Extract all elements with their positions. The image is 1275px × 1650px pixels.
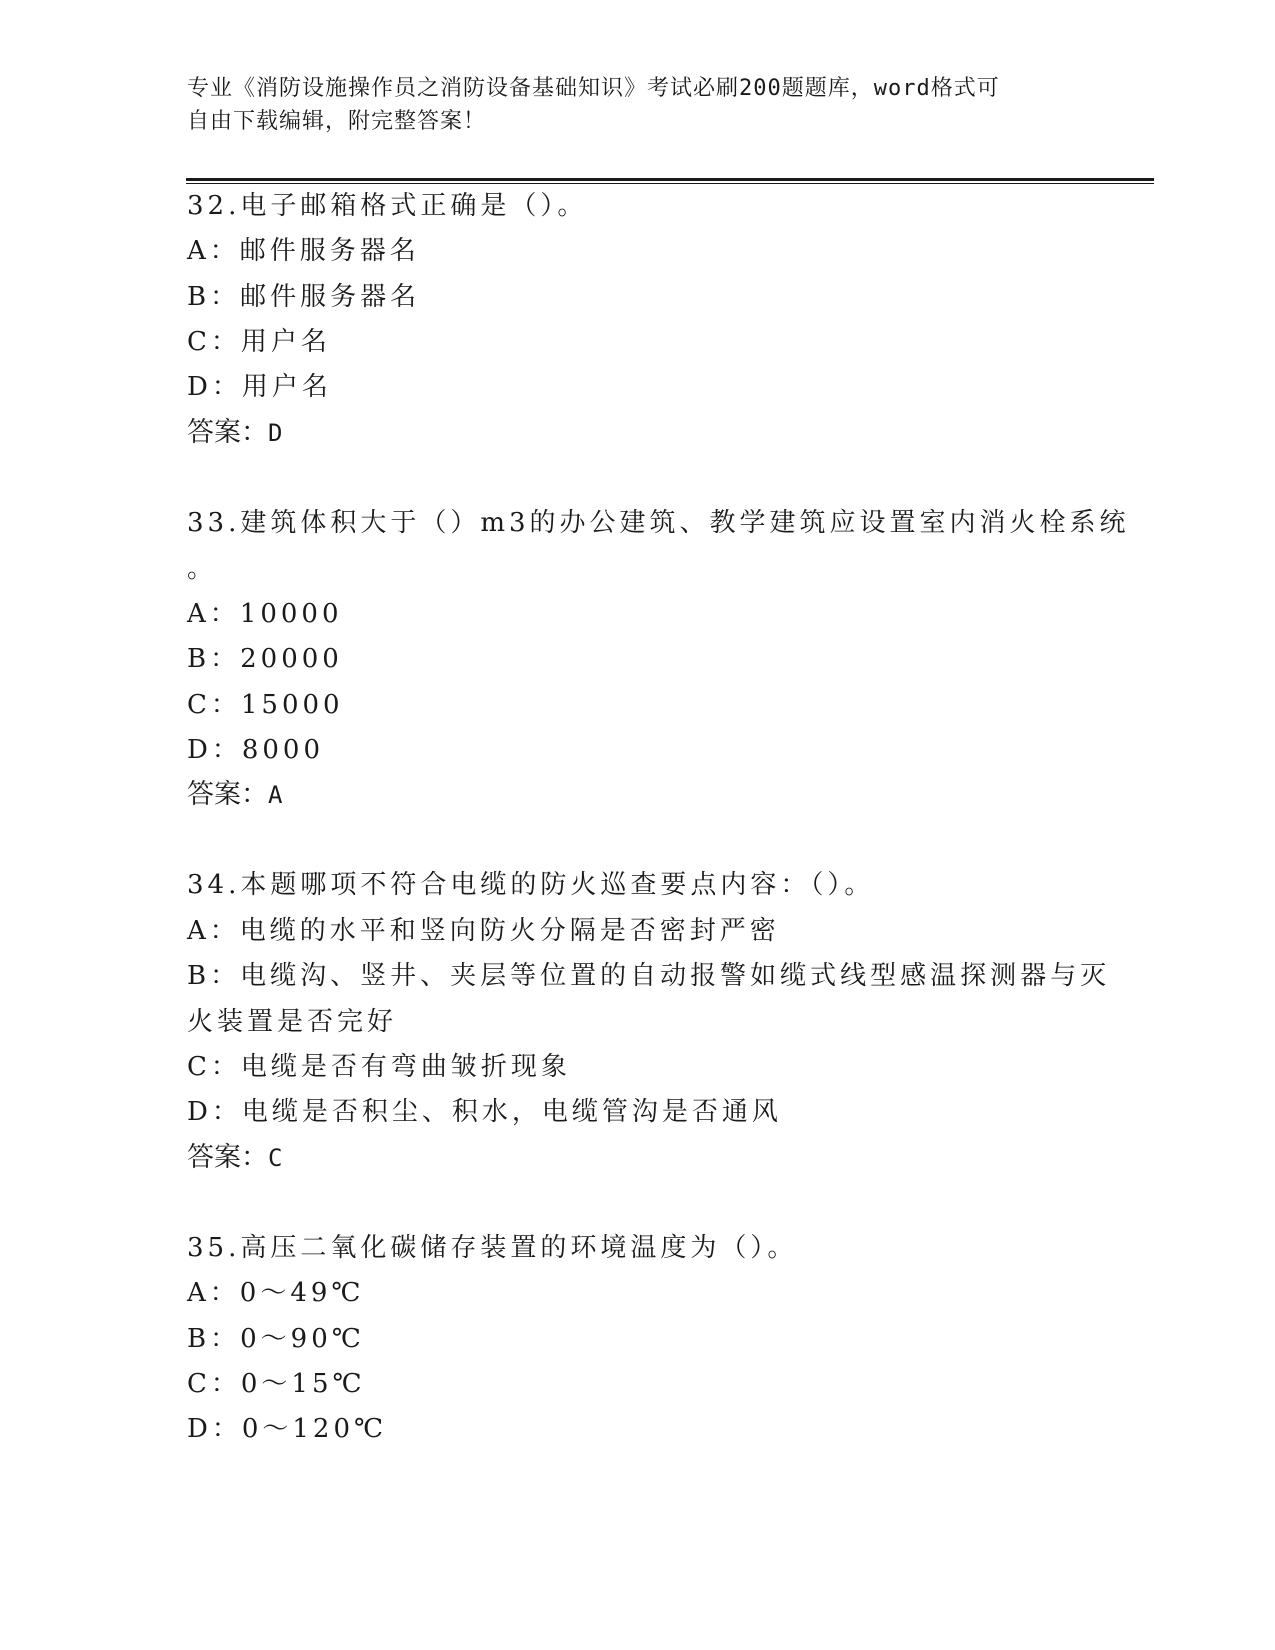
question-34-option-b-line-2: 火装置是否完好 [187,1007,398,1037]
question-35-option-c: C：0～15℃ [187,1369,366,1399]
question-33-stem-line-2: 。 [187,554,218,584]
question-32-option-d: D：用户名 [187,372,332,402]
question-33-option-a: A：10000 [187,599,343,629]
question-34-option-b-line-1: B：电缆沟、竖井、夹层等位置的自动报警如缆式线型感温探测器与灭 [187,961,1111,991]
question-32-answer [187,417,282,449]
answer-value: C [268,1144,283,1172]
question-35-option-d: D：0～120℃ [187,1414,388,1444]
answer-label: 答案： [187,779,268,810]
question-33-answer [187,779,282,811]
answer-value: A [268,781,283,809]
answer-value: D [268,419,283,447]
header-divider-thin [186,183,1154,184]
header-divider-thick [186,178,1154,181]
question-32-option-a: A：邮件服务器名 [187,236,420,266]
header-line-2: 自由下载编辑，附完整答案！ [187,109,487,134]
answer-label: 答案： [187,417,268,448]
question-33-stem-line-1: 33.建筑体积大于（）m3的办公建筑、教学建筑应设置室内消火栓系统 [187,508,1130,538]
answer-label: 答案： [187,1142,268,1173]
question-34-answer [187,1142,282,1174]
question-34-stem: 34.本题哪项不符合电缆的防火巡查要点内容：（）。 [187,870,875,900]
question-32-option-b: B：邮件服务器名 [187,282,421,312]
question-32-stem: 32.电子邮箱格式正确是（）。 [187,191,588,221]
document-header [187,72,1077,138]
question-32-option-c: C：用户名 [187,327,331,357]
question-35-option-b: B：0～90℃ [187,1324,365,1354]
question-35-stem: 35.高压二氧化碳储存装置的环境温度为（）。 [187,1233,798,1263]
question-34-option-c: C：电缆是否有弯曲皱折现象 [187,1052,571,1082]
question-34-option-a: A：电缆的水平和竖向防火分隔是否密封严密 [187,916,780,946]
question-35-option-a: A：0～49℃ [187,1278,365,1308]
question-34-option-d: D：电缆是否积尘、积水，电缆管沟是否通风 [187,1097,782,1127]
question-33-option-c: C：15000 [187,690,344,720]
header-line-1: 专业《消防设施操作员之消防设备基础知识》考试必刷200题题库，word格式可 [187,76,1000,101]
question-33-option-d: D：8000 [187,735,325,765]
question-33-option-b: B：20000 [187,644,343,674]
